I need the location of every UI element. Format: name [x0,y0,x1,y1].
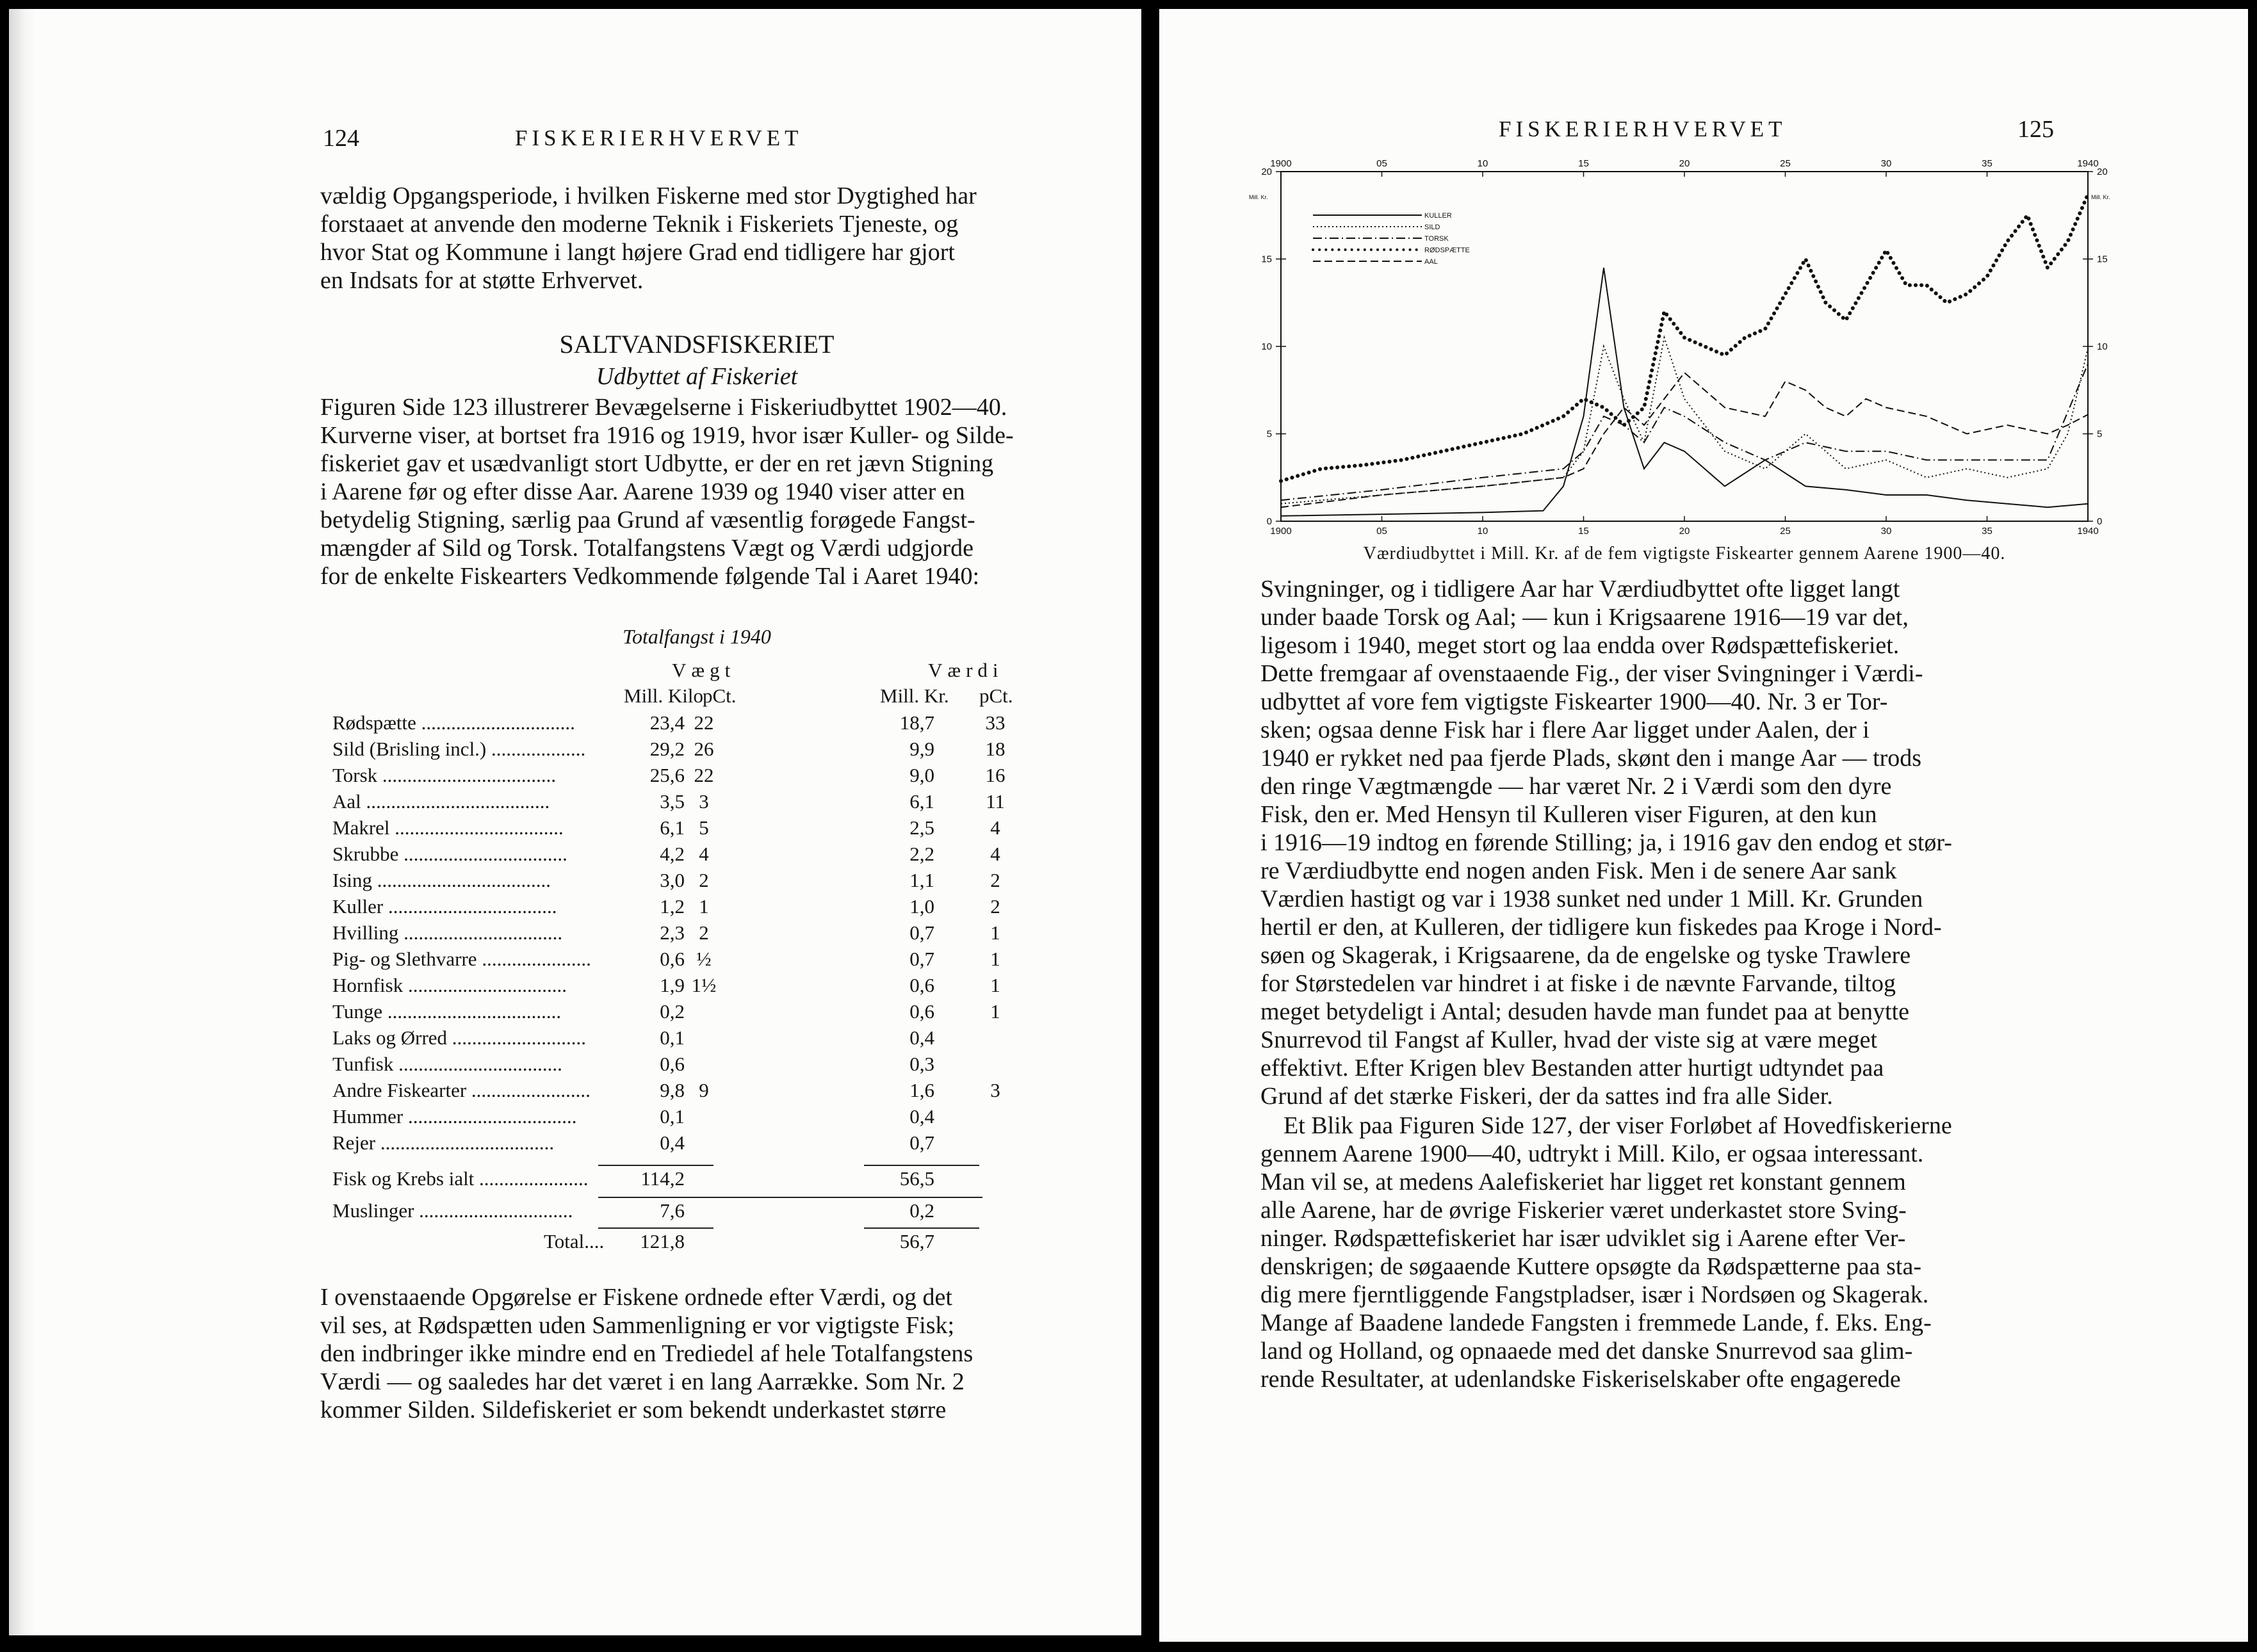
y-tick-label-right: 15 [2097,254,2108,265]
cell-name: Skrubbe ................................. [332,843,567,865]
cell-name: Hvilling ................................ [332,921,563,944]
group-weight: Vægt [672,659,736,681]
text-line: Dette fremgaar af ovenstaaende Fig., der viser Svingninger i Værdi- [1260,660,1923,687]
total-name: Total.... [544,1230,605,1252]
cell-kr: 6,1 [909,790,934,813]
text-line: ninger. Rødspættefiskeriet har især udviklet sig i Aarene efter Ver- [1260,1225,1906,1252]
cell-kilo: 0,4 [660,1131,685,1154]
cell-pct: 2 [699,921,709,944]
text-line: Grund af det stærke Fiskeri, der da sattes ind fra alle Sider. [1260,1083,1833,1110]
text-line: Værdien hastigt og var i 1938 sunket ned under 1 Mill. Kr. Grunden [1260,886,1923,912]
body-paragraph-2 [1260,1112,2121,1393]
cell-name: Rødspætte ............................... [332,711,575,734]
x-tick-label-bottom: 20 [1679,526,1690,537]
page-number: 125 [2017,116,2054,143]
x-tick-label-bottom: 35 [1982,526,1992,537]
cell-name: Tunfisk ................................. [332,1053,562,1075]
text-line: 1940 er rykket ned paa fjerde Plads, skønt den i mange Aar — trods [1260,745,1922,772]
cell-pct2: 4 [990,816,1000,839]
text-line: i 1916—19 indtog en førende Stilling; ja, i 1916 gav den endog et stør- [1260,829,1952,856]
text-line: fiskeriet gav et usædvanligt stort Udbytte, er der en ret jævn Stigning [320,450,994,477]
text-line: hertil er den, at Kulleren, der tidligere kun fiskedes paa Kroge i Nord- [1260,914,1942,941]
text-line: kommer Silden. Sildefiskeriet er som bekendt underkastet større [320,1397,947,1423]
cell-kilo: 0,2 [660,1000,685,1023]
cell-name: Pig- og Slethvarre ...................... [332,948,591,970]
text-line: for de enkelte Fiskearters Vedkommende følgende Tal i Aaret 1940: [320,563,980,590]
cell-kilo: 23,4 [649,711,685,734]
table-row [332,1079,1075,1105]
cell-kilo: 9,8 [660,1079,685,1101]
axis-unit-left: Mill. Kr. [1249,194,1268,200]
sum-rule [864,1227,979,1229]
y-tick-label-left: 5 [1266,428,1272,440]
body-paragraph [320,393,1073,590]
value-line-chart [1243,151,2126,542]
table-row [332,790,1075,816]
table-column-header [332,684,1075,710]
text-line: effektivt. Efter Krigen blev Bestanden atter hurtigt udtyndet paa [1260,1055,1884,1081]
cell-name: Ising ................................... [332,869,551,891]
text-line: alle Aarene, har de øvrige Fiskerier været underkastet store Sving- [1260,1197,1907,1224]
series-line-torsk [1281,364,2088,500]
cell-pct: 9 [699,1079,709,1101]
total-kilo: 121,8 [640,1230,685,1252]
x-tick-label-top: 1940 [2077,158,2099,169]
table-caption: Totalfangst i 1940 [623,625,771,648]
mussels-row [332,1199,1075,1225]
mussels-kr: 0,2 [909,1199,934,1222]
cell-kr: 9,0 [909,764,934,786]
text-line: Et Blik paa Figuren Side 127, der viser Forløbet af Hovedfiskerierne [1283,1112,1952,1139]
text-line: I ovenstaaende Opgørelse er Fiskene ordnede efter Værdi, og det [320,1284,952,1311]
legend-label: SILD [1424,223,1440,231]
cell-kilo: 0,1 [660,1026,685,1049]
cell-kr: 0,3 [909,1053,934,1075]
x-tick-label-top: 35 [1982,158,1992,169]
y-tick-label-right: 5 [2097,428,2103,440]
text-line: mængder af Sild og Torsk. Totalfangstens Vægt og Værdi udgjorde [320,535,974,562]
cell-pct: ½ [696,948,712,970]
page-gutter-shadow [9,9,35,1635]
sum-rule [598,1197,982,1198]
text-line: for Størstedelen var hindret i at fiske i de nævnte Farvande, tiltog [1260,970,1896,997]
cell-name: Hummer .................................. [332,1105,577,1128]
cell-pct: 22 [694,711,714,734]
cell-kilo: 0,1 [660,1105,685,1128]
text-line: Mange af Baadene landede Fangsten i fremmede Lande, f. Eks. Eng- [1260,1309,1932,1336]
total-kr: 56,7 [899,1230,934,1252]
text-line: meget betydeligt i Antal; desuden havde man fundet paa at benytte [1260,998,1910,1025]
catch-table [332,659,1075,1267]
text-line: en Indsats for at støtte Erhvervet. [320,267,644,294]
x-tick-label-bottom: 1940 [2077,526,2099,537]
cell-kr: 0,7 [909,948,934,970]
cell-kr: 0,7 [909,1131,934,1154]
cell-pct: 1 [699,895,709,918]
cell-kilo: 1,9 [660,974,685,996]
text-line: Figuren Side 123 illustrerer Bevægelserne i Fiskeriudbyttet 1902—40. [320,394,1007,421]
total-row [332,1230,1075,1256]
cell-kr: 1,0 [909,895,934,918]
cell-pct2: 2 [990,895,1000,918]
table-row [332,1105,1075,1131]
table-row [332,1000,1075,1026]
mussels-name: Muslinger ............................... [332,1199,573,1222]
sum-rule [598,1227,713,1229]
text-line: søen og Skagerak, i Krigsaarene, da de engelske og tyske Trawlere [1260,942,1911,969]
x-tick-label-top: 10 [1477,158,1488,169]
cell-name: Hornfisk ................................ [332,974,567,996]
text-line: denskrigen; de søgaaende Kuttere opsøgte da Rødspætterne paa sta- [1260,1253,1922,1280]
y-tick-label-left: 0 [1266,516,1272,527]
legend-label: AAL [1424,258,1438,266]
cell-pct: 3 [699,790,709,813]
table-row [332,1053,1075,1078]
cell-kilo: 4,2 [660,843,685,865]
text-line: vældig Opgangsperiode, i hvilken Fiskerne med stor Dygtighed har [320,182,977,209]
cell-kilo: 3,0 [660,869,685,891]
cell-kr: 0,6 [909,1000,934,1023]
cell-kilo: 1,2 [660,895,685,918]
y-tick-label-left: 15 [1261,254,1272,265]
cell-kr: 1,1 [909,869,934,891]
y-tick-label-right: 0 [2097,516,2103,527]
col-kr: Mill. Kr. [880,684,949,707]
text-line: land og Holland, og opnaaede med det danske Snurrevod saa glim- [1260,1338,1913,1365]
cell-pct2: 1 [990,921,1000,944]
subtotal-kr: 56,5 [899,1167,934,1190]
text-line: forstaaet at anvende den moderne Teknik i Fiskeriets Tjeneste, og [320,211,959,238]
text-line: Fisk, den er. Med Hensyn til Kulleren viser Figuren, at den kun [1260,801,1877,828]
chart-legend [1313,212,1470,266]
x-tick-label-top: 1900 [1270,158,1292,169]
cell-kr: 0,4 [909,1026,934,1049]
x-tick-label-bottom: 1900 [1270,526,1292,537]
legend-label: TORSK [1424,235,1449,243]
cell-kilo: 29,2 [649,738,685,760]
text-line: gennem Aarene 1900—40, udtrykt i Mill. Kilo, er ogsaa interessant. [1260,1140,1924,1167]
x-tick-label-bottom: 10 [1477,526,1488,537]
text-line: re Værdiudbytte end nogen anden Fisk. Men i de senere Aar sank [1260,857,1897,884]
chart-series [1281,195,2088,516]
cell-name: Andre Fiskearter ........................ [332,1079,591,1101]
cell-pct2: 16 [985,764,1006,786]
series-line-sild [1281,337,2088,503]
table-row [332,1131,1075,1157]
cell-pct2: 3 [990,1079,1000,1101]
text-line: udbyttet af vore fem vigtigste Fiskearter 1900—40. Nr. 3 er Tor- [1260,688,1888,715]
text-line: Værdi — og saaledes har det været i en lang Aarrække. Som Nr. 2 [320,1368,965,1395]
text-line: vil ses, at Rødspætten uden Sammenligning er vor vigtigste Fisk; [320,1312,955,1339]
cell-kilo: 0,6 [660,1053,685,1075]
table-row [332,738,1075,763]
axis-unit-right: Mill. Kr. [2091,194,2110,200]
text-line: betydelig Stigning, særlig paa Grund af væsentlig forøgede Fangst- [320,506,975,533]
intro-paragraph [320,182,1073,295]
text-line: dig mere fjerntliggende Fangstpladser, især i Nordsøen og Skagerak. [1260,1281,1929,1308]
cell-kr: 0,4 [909,1105,934,1128]
y-tick-label-left: 10 [1261,341,1272,352]
text-line: rende Resultater, at udenlandske Fiskeriselskaber ofte engagerede [1260,1366,1901,1393]
sum-rule [598,1165,713,1166]
chart-frame [1281,172,2088,521]
table-group-header [332,659,1075,684]
cell-kr: 0,6 [909,974,934,996]
page-number: 124 [323,125,359,152]
cell-pct2: 33 [985,711,1006,734]
running-head: FISKERIERHVERVET [515,126,803,150]
cell-pct2: 4 [990,843,1000,865]
cell-kr: 0,7 [909,921,934,944]
text-line: sken; ogsaa denne Fisk har i flere Aar ligget under Aalen, der i [1260,717,1870,743]
x-tick-label-top: 20 [1679,158,1690,169]
cell-pct: 2 [699,869,709,891]
legend-label: RØDSPÆTTE [1424,247,1470,254]
x-tick-label-top: 30 [1880,158,1892,169]
cell-kr: 2,2 [909,843,934,865]
x-tick-label-bottom: 25 [1780,526,1791,537]
cell-pct2: 1 [990,948,1000,970]
closing-paragraph [320,1283,1073,1424]
col-kilo: Mill. Kilo [624,684,704,707]
text-line: Kurverne viser, at bortset fra 1916 og 1919, hvor især Kuller- og Silde- [320,422,1014,449]
table-row [332,921,1075,947]
col-pct2: pCt. [979,684,1013,707]
subtotal-name: Fisk og Krebs ialt ...................... [332,1167,589,1190]
table-row [332,816,1075,842]
table-row [332,711,1075,737]
cell-pct2: 2 [990,869,1000,891]
text-line: under baade Torsk og Aal; — kun i Krigsaarene 1916—19 var det, [1260,604,1909,631]
subtotal-kilo: 114,2 [640,1167,685,1190]
cell-name: Laks og Ørred ........................... [332,1026,587,1049]
cell-pct: 26 [694,738,714,760]
x-tick-label-top: 05 [1376,158,1387,169]
mussels-kilo: 7,6 [660,1199,685,1222]
right-page [1159,9,2248,1642]
cell-name: Tunge ................................... [332,1000,562,1023]
text-line: den ringe Vægtmængde — har været Nr. 2 i Værdi som den dyre [1260,773,1892,800]
cell-kilo: 2,3 [660,921,685,944]
table-row [332,869,1075,895]
text-line: hvor Stat og Kommune i langt højere Grad end tidligere har gjort [320,239,955,266]
cell-name: Makrel .................................. [332,816,564,839]
cell-pct: 1½ [691,974,717,996]
cell-name: Rejer ................................... [332,1131,555,1154]
group-value: Værdi [928,659,1004,681]
y-tick-label-left: 20 [1261,166,1272,177]
cell-pct: 4 [699,843,709,865]
cell-pct2: 1 [990,974,1000,996]
cell-pct2: 1 [990,1000,1000,1023]
figure-caption: Værdiudbyttet i Mill. Kr. af de fem vigtigste Fiskearter gennem Aarene 1900—40. [1363,544,2006,563]
legend-label: KULLER [1424,212,1452,220]
cell-name: Torsk ................................... [332,764,557,786]
cell-name: Kuller .................................. [332,895,557,918]
text-line: den indbringer ikke mindre end en Trediedel af hele Totalfangstens [320,1340,974,1367]
table-row [332,974,1075,1000]
x-tick-label-bottom: 30 [1880,526,1892,537]
cell-kilo: 25,6 [649,764,685,786]
cell-pct: 5 [699,816,709,839]
table-row [332,895,1075,921]
cell-pct: 22 [694,764,714,786]
left-page [9,9,1141,1635]
cell-kr: 18,7 [899,711,934,734]
section-subtitle: Udbyttet af Fiskeriet [596,363,798,390]
cell-kilo: 0,6 [660,948,685,970]
series-line-rødspætte [1281,195,2088,482]
section-title: SALTVANDSFISKERIET [559,330,835,359]
cell-kr: 1,6 [909,1079,934,1101]
running-head: FISKERIERHVERVET [1499,117,1787,142]
text-line: ligesom i 1940, meget stort og laa endda over Rødspættefiskeriet. [1260,632,1900,659]
x-tick-label-bottom: 05 [1376,526,1387,537]
cell-kr: 2,5 [909,816,934,839]
cell-kilo: 3,5 [660,790,685,813]
cell-name: Aal ..................................... [332,790,550,813]
body-paragraph [1260,575,2121,1110]
x-tick-label-top: 25 [1780,158,1791,169]
cell-name: Sild (Brisling incl.) ................... [332,738,586,760]
y-tick-label-right: 10 [2097,341,2108,352]
col-pct: pCt. [703,684,737,707]
table-row [332,843,1075,868]
cell-kr: 9,9 [909,738,934,760]
x-tick-label-bottom: 15 [1578,526,1589,537]
sum-rule [864,1165,979,1166]
text-line: Man vil se, at medens Aalefiskeriet har ligget ret konstant gennem [1260,1169,1906,1195]
table-row [332,764,1075,790]
text-line: i Aarene før og efter disse Aar. Aarene 1939 og 1940 viser atter en [320,478,965,505]
cell-pct2: 11 [986,790,1005,813]
subtotal-row [332,1167,1075,1193]
y-tick-label-right: 20 [2097,166,2108,177]
cell-pct2: 18 [985,738,1006,760]
plot-border [1281,172,2088,521]
text-line: Snurrevod til Fangst af Kuller, hvad der viste sig at være meget [1260,1026,1878,1053]
series-line-kuller [1281,268,2088,516]
table-row [332,1026,1075,1052]
text-line: Svingninger, og i tidligere Aar har Værdiudbyttet ofte ligget langt [1260,576,1900,603]
cell-kilo: 6,1 [660,816,685,839]
table-row [332,948,1075,973]
x-tick-label-top: 15 [1578,158,1589,169]
